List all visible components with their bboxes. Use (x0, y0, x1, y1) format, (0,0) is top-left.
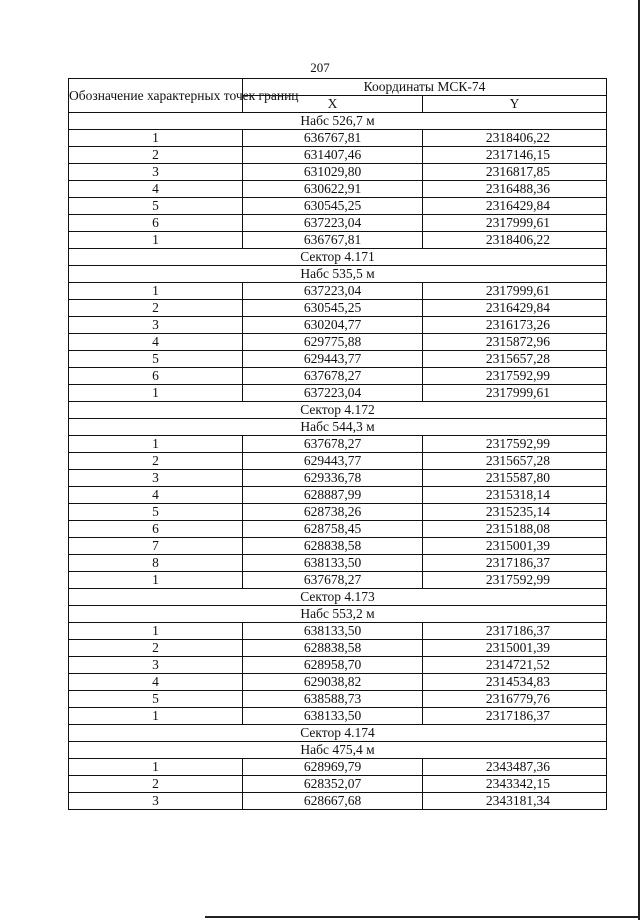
point-number: 1 (69, 708, 243, 725)
point-number: 3 (69, 470, 243, 487)
table-row (69, 300, 607, 317)
y-coordinate: 2317999,61 (423, 283, 607, 300)
y-coordinate: 2317592,99 (423, 436, 607, 453)
table-row (69, 674, 607, 691)
x-coordinate: 628838,58 (243, 538, 423, 555)
point-number: 2 (69, 640, 243, 657)
point-number: 5 (69, 504, 243, 521)
table-row (69, 759, 607, 776)
table-row (69, 317, 607, 334)
x-coordinate: 638588,73 (243, 691, 423, 708)
point-number: 1 (69, 572, 243, 589)
table-row (69, 572, 607, 589)
y-coordinate: 2315657,28 (423, 453, 607, 470)
point-number: 1 (69, 283, 243, 300)
point-number: 3 (69, 657, 243, 674)
point-number: 2 (69, 300, 243, 317)
table-row (69, 283, 607, 300)
point-number: 1 (69, 130, 243, 147)
section-row (69, 266, 607, 283)
y-coordinate: 2316488,36 (423, 181, 607, 198)
point-number: 1 (69, 385, 243, 402)
table-row (69, 691, 607, 708)
y-coordinate: 2317592,99 (423, 368, 607, 385)
table-row (69, 487, 607, 504)
point-number: 4 (69, 181, 243, 198)
point-number: 6 (69, 368, 243, 385)
point-number: 4 (69, 674, 243, 691)
y-coordinate: 2343487,36 (423, 759, 607, 776)
point-number: 1 (69, 623, 243, 640)
header-y: Y (423, 96, 607, 113)
y-coordinate: 2315318,14 (423, 487, 607, 504)
point-number: 3 (69, 793, 243, 810)
section-title: Набс 526,7 м (69, 113, 607, 130)
x-coordinate: 628758,45 (243, 521, 423, 538)
x-coordinate: 638133,50 (243, 623, 423, 640)
y-coordinate: 2317999,61 (423, 385, 607, 402)
table-row (69, 657, 607, 674)
table-row (69, 470, 607, 487)
scan-edge-bottom (205, 916, 640, 918)
section-title: Набс 553,2 м (69, 606, 607, 623)
point-number: 2 (69, 453, 243, 470)
point-number: 3 (69, 164, 243, 181)
table-body (69, 113, 607, 810)
section-row (69, 402, 607, 419)
table-row (69, 708, 607, 725)
y-coordinate: 2317999,61 (423, 215, 607, 232)
point-number: 1 (69, 436, 243, 453)
x-coordinate: 630622,91 (243, 181, 423, 198)
table-row (69, 793, 607, 810)
table-row (69, 504, 607, 521)
table-row (69, 215, 607, 232)
section-row (69, 725, 607, 742)
section-title: Сектор 4.173 (69, 589, 607, 606)
y-coordinate: 2318406,22 (423, 130, 607, 147)
table-row (69, 232, 607, 249)
x-coordinate: 628667,68 (243, 793, 423, 810)
y-coordinate: 2316173,26 (423, 317, 607, 334)
y-coordinate: 2316429,84 (423, 198, 607, 215)
table-row (69, 436, 607, 453)
point-number: 5 (69, 691, 243, 708)
table-row (69, 453, 607, 470)
table-row (69, 147, 607, 164)
x-coordinate: 637678,27 (243, 436, 423, 453)
point-number: 5 (69, 351, 243, 368)
point-number: 3 (69, 317, 243, 334)
x-coordinate: 629775,88 (243, 334, 423, 351)
x-coordinate: 629336,78 (243, 470, 423, 487)
y-coordinate: 2316779,76 (423, 691, 607, 708)
y-coordinate: 2316817,85 (423, 164, 607, 181)
point-number: 1 (69, 232, 243, 249)
x-coordinate: 637223,04 (243, 283, 423, 300)
header-x: X (243, 96, 423, 113)
y-coordinate: 2315188,08 (423, 521, 607, 538)
point-number: 2 (69, 776, 243, 793)
y-coordinate: 2314534,83 (423, 674, 607, 691)
y-coordinate: 2315587,80 (423, 470, 607, 487)
table-row (69, 623, 607, 640)
section-title: Сектор 4.174 (69, 725, 607, 742)
point-number: 6 (69, 521, 243, 538)
table-row (69, 776, 607, 793)
section-title: Набс 475,4 м (69, 742, 607, 759)
y-coordinate: 2315872,96 (423, 334, 607, 351)
point-number: 7 (69, 538, 243, 555)
point-number: 1 (69, 759, 243, 776)
x-coordinate: 638133,50 (243, 708, 423, 725)
section-row (69, 589, 607, 606)
section-row (69, 113, 607, 130)
table-row (69, 385, 607, 402)
x-coordinate: 631407,46 (243, 147, 423, 164)
table-row (69, 640, 607, 657)
table-row (69, 164, 607, 181)
x-coordinate: 628738,26 (243, 504, 423, 521)
y-coordinate: 2317186,37 (423, 623, 607, 640)
x-coordinate: 628352,07 (243, 776, 423, 793)
section-title: Сектор 4.171 (69, 249, 607, 266)
y-coordinate: 2317592,99 (423, 572, 607, 589)
page-number: 207 (310, 60, 330, 75)
y-coordinate: 2315657,28 (423, 351, 607, 368)
table-row (69, 130, 607, 147)
x-coordinate: 637678,27 (243, 572, 423, 589)
x-coordinate: 629038,82 (243, 674, 423, 691)
x-coordinate: 637223,04 (243, 385, 423, 402)
point-number: 5 (69, 198, 243, 215)
y-coordinate: 2343181,34 (423, 793, 607, 810)
table-row (69, 351, 607, 368)
x-coordinate: 629443,77 (243, 351, 423, 368)
x-coordinate: 636767,81 (243, 130, 423, 147)
x-coordinate: 628887,99 (243, 487, 423, 504)
point-number: 4 (69, 334, 243, 351)
x-coordinate: 637223,04 (243, 215, 423, 232)
x-coordinate: 629443,77 (243, 453, 423, 470)
x-coordinate: 638133,50 (243, 555, 423, 572)
point-number: 2 (69, 147, 243, 164)
section-row (69, 419, 607, 436)
x-coordinate: 631029,80 (243, 164, 423, 181)
point-number: 4 (69, 487, 243, 504)
y-coordinate: 2318406,22 (423, 232, 607, 249)
y-coordinate: 2315001,39 (423, 538, 607, 555)
x-coordinate: 628958,70 (243, 657, 423, 674)
table-row (69, 521, 607, 538)
section-title: Сектор 4.172 (69, 402, 607, 419)
table-row (69, 368, 607, 385)
table-row (69, 181, 607, 198)
header-points: Обозначение характерных точек границ (69, 79, 243, 113)
x-coordinate: 628838,58 (243, 640, 423, 657)
y-coordinate: 2343342,15 (423, 776, 607, 793)
table-header (69, 79, 607, 113)
y-coordinate: 2317186,37 (423, 708, 607, 725)
y-coordinate: 2314721,52 (423, 657, 607, 674)
x-coordinate: 630545,25 (243, 300, 423, 317)
table-row (69, 334, 607, 351)
point-number: 8 (69, 555, 243, 572)
table-row (69, 538, 607, 555)
section-row (69, 742, 607, 759)
y-coordinate: 2316429,84 (423, 300, 607, 317)
y-coordinate: 2315235,14 (423, 504, 607, 521)
x-coordinate: 630545,25 (243, 198, 423, 215)
y-coordinate: 2317146,15 (423, 147, 607, 164)
section-row (69, 249, 607, 266)
y-coordinate: 2317186,37 (423, 555, 607, 572)
section-title: Набс 544,3 м (69, 419, 607, 436)
point-number: 6 (69, 215, 243, 232)
section-row (69, 606, 607, 623)
x-coordinate: 637678,27 (243, 368, 423, 385)
section-title: Набс 535,5 м (69, 266, 607, 283)
x-coordinate: 630204,77 (243, 317, 423, 334)
x-coordinate: 628969,79 (243, 759, 423, 776)
table-row (69, 198, 607, 215)
table-row (69, 555, 607, 572)
y-coordinate: 2315001,39 (423, 640, 607, 657)
x-coordinate: 636767,81 (243, 232, 423, 249)
header-coordinates: Координаты МСК-74 (243, 79, 607, 96)
coordinates-table (68, 78, 607, 810)
